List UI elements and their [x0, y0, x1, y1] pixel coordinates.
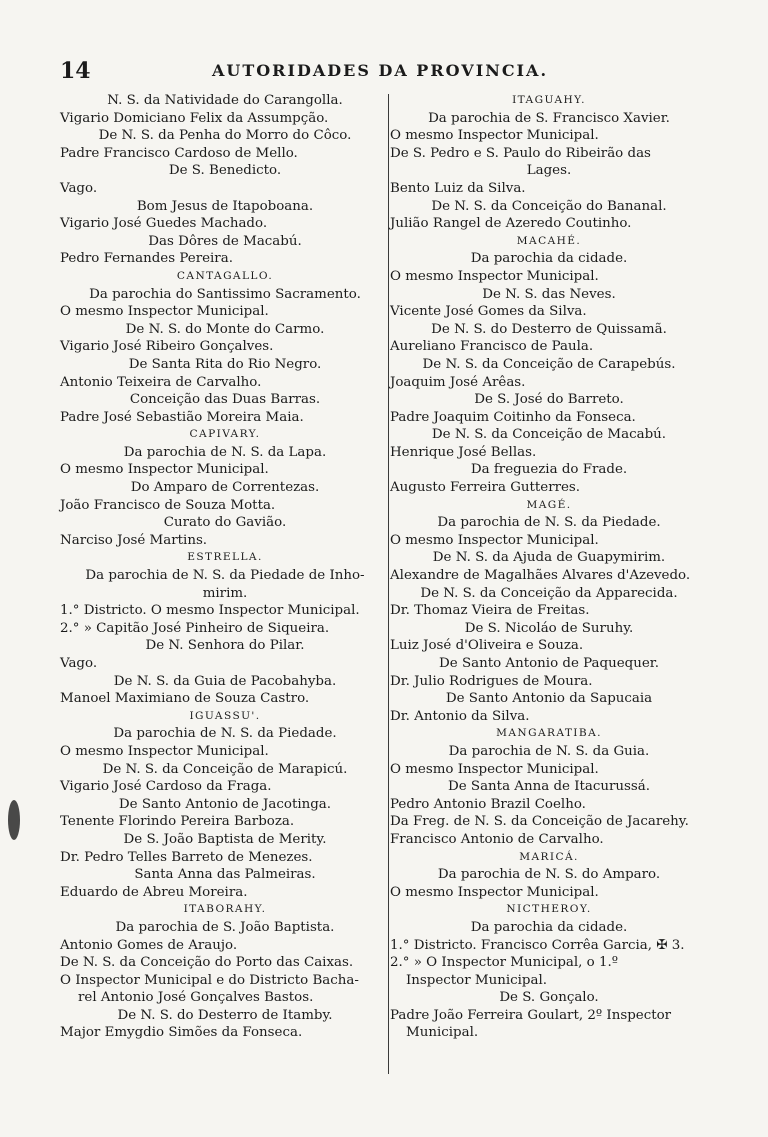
entry-line: De N. S. do Monte do Carmo.: [125, 321, 325, 337]
entry-line: rel Antonio José Gonçalves Bastos.: [78, 990, 314, 1006]
entry-line: Da parochia de S. Francisco Xavier.: [428, 110, 670, 126]
entry-line: O mesmo Inspector Municipal.: [390, 268, 599, 284]
entry-line: mirim.: [202, 585, 248, 601]
entry-line: O mesmo Inspector Municipal.: [60, 462, 269, 478]
entry-line: Da parochia de N. S. da Piedade.: [113, 726, 337, 742]
entry-line: Padre José Sebastião Moreira Maia.: [60, 409, 304, 425]
entry-line: O mesmo Inspector Municipal.: [390, 884, 599, 900]
entry-line: Da parochia de N. S. da Guia.: [448, 743, 650, 759]
entry-line: Narciso José Martins.: [60, 532, 208, 548]
entry-line: De N. S. da Guia de Pacobahyba.: [113, 673, 337, 689]
entry-line: Dr. Julio Rodrigues de Moura.: [390, 673, 593, 689]
entry-line: De N. S. da Conceição do Porto das Caixas.: [60, 955, 354, 971]
entry-line: Vigario Domiciano Felix da Assumpção.: [60, 110, 329, 126]
entry-line: Das Dôres de Macabú.: [148, 233, 302, 249]
entry-line: Conceição das Duas Barras.: [129, 392, 321, 408]
entry-line: Vigario José Guedes Machado.: [60, 216, 268, 232]
section-heading: MAGÉ.: [526, 498, 572, 511]
section-heading: CANTAGALLO.: [176, 269, 274, 282]
entry-line: Padre João Ferreira Goulart, 2º Inspector: [390, 1007, 672, 1023]
entry-line: Santa Anna das Palmeiras.: [134, 867, 316, 883]
entry-line: De N. S. das Neves.: [482, 286, 616, 302]
entry-line: O mesmo Inspector Municipal.: [390, 532, 599, 548]
entry-line: Curato do Gavião.: [163, 515, 287, 531]
entry-line: Da parochia da cidade.: [470, 251, 628, 267]
entry-line: O mesmo Inspector Municipal.: [60, 304, 269, 320]
section-heading: ITABORAHY.: [183, 903, 267, 916]
section-heading: ITAGUAHY.: [512, 94, 586, 106]
entry-line: Joaquim José Arêas.: [390, 374, 526, 390]
entry-line: Dr. Antonio da Silva.: [390, 708, 530, 724]
entry-line: Inspector Municipal.: [406, 972, 548, 988]
section-heading: MANGARATIBA.: [496, 727, 602, 740]
entry-line: De S. Nicoláo de Suruhy.: [464, 620, 634, 636]
entry-line: De N. S. da Conceição de Marapicú.: [102, 761, 348, 777]
entry-line: Da parochia de S. João Baptista.: [115, 919, 335, 935]
entry-line: De N. S. do Desterro de Quissamã.: [431, 321, 667, 337]
entry-line: De S. João Baptista de Merity.: [123, 831, 327, 847]
entry-line: Da parochia de N. S. do Amparo.: [437, 867, 661, 883]
entry-line: De N. S. do Desterro de Itamby.: [117, 1007, 333, 1023]
entry-line: Bom Jesus de Itapoboana.: [136, 198, 314, 214]
entry-line: Padre Francisco Cardoso de Mello.: [60, 145, 298, 161]
section-heading: MARICÁ.: [519, 850, 579, 863]
entry-line: O mesmo Inspector Municipal.: [60, 743, 269, 759]
section-heading: NICTHEROY.: [506, 903, 592, 916]
entry-line: De S. Pedro e S. Paulo do Ribeirão das: [390, 145, 651, 161]
entry-line: Bento Luiz da Silva.: [390, 180, 526, 196]
entry-line: Da parochia de N. S. da Piedade.: [437, 515, 661, 531]
entry-line: Vago.: [60, 180, 98, 196]
entry-line: De N. S. da Conceição da Apparecida.: [420, 585, 678, 601]
ink-blot: [8, 800, 20, 840]
entry-line: Da parochia de N. S. da Lapa.: [123, 444, 327, 460]
entry-line: 2.° » O Inspector Municipal, o 1.º: [390, 955, 619, 971]
left-column: [60, 92, 390, 1042]
entry-line: Augusto Ferreira Gutterres.: [390, 480, 581, 496]
entry-line: Tenente Florindo Pereira Barboza.: [60, 814, 295, 830]
right-column: [388, 92, 710, 1042]
entry-line: Pedro Fernandes Pereira.: [60, 251, 233, 267]
page-number: 14: [60, 58, 91, 84]
entry-line: Vigario José Cardoso da Fraga.: [60, 779, 272, 795]
entry-line: Dr. Pedro Telles Barreto de Menezes.: [60, 849, 313, 865]
entry-line: 2.° » Capitão José Pinheiro de Siqueira.: [60, 620, 330, 636]
entry-line: Antonio Teixeira de Carvalho.: [60, 374, 262, 390]
entry-line: Dr. Thomaz Vieira de Freitas.: [390, 603, 590, 619]
entry-line: 1.° Districto. Francisco Corrêa Garcia, ✠ 3.: [390, 937, 685, 953]
entry-line: O Inspector Municipal e do Districto Bacha-: [60, 972, 359, 988]
entry-line: Da freguezia do Frade.: [470, 462, 628, 478]
section-heading: IGUASSU'.: [189, 709, 261, 722]
entry-line: Da parochia de N. S. da Piedade de Inho-: [85, 568, 365, 584]
entry-line: João Francisco de Souza Motta.: [60, 497, 276, 513]
entry-line: Lages.: [526, 163, 572, 179]
section-heading: ESTRELLA.: [187, 551, 263, 564]
entry-line: De N. S. da Penha do Morro do Côco.: [98, 128, 352, 144]
entry-line: De S. Benedicto.: [168, 163, 282, 179]
entry-line: Vigario José Ribeiro Gonçalves.: [60, 339, 274, 355]
entry-line: Antonio Gomes de Araujo.: [60, 937, 238, 953]
entry-line: Vago.: [60, 656, 98, 671]
entry-line: Da parochia do Santissimo Sacramento.: [89, 286, 361, 302]
entry-line: Municipal.: [406, 1025, 479, 1041]
entry-line: De Santa Anna de Itacurussá.: [447, 779, 651, 795]
entry-line: N. S. da Natividade do Carangolla.: [107, 93, 343, 108]
entry-line: Do Amparo de Correntezas.: [130, 480, 320, 496]
section-heading: CAPIVARY.: [189, 428, 261, 441]
entry-line: De Santo Antonio de Paquequer.: [439, 656, 659, 671]
entry-line: De Santo Antonio de Jacotinga.: [118, 796, 332, 812]
entry-line: De S. Gonçalo.: [499, 990, 599, 1006]
entry-line: O mesmo Inspector Municipal.: [390, 761, 599, 777]
entry-line: De N. S. da Conceição de Macabú.: [431, 427, 667, 443]
entry-line: Francisco Antonio de Carvalho.: [390, 831, 604, 847]
entry-line: Alexandre de Magalhães Alvares d'Azevedo.: [390, 568, 691, 584]
entry-line: Luiz José d'Oliveira e Souza.: [390, 638, 584, 654]
entry-line: Manoel Maximiano de Souza Castro.: [60, 691, 310, 707]
running-head: AUTORIDADES DA PROVINCIA.: [211, 61, 549, 80]
entry-line: De Santa Rita do Rio Negro.: [128, 356, 322, 372]
entry-line: Da Freg. de N. S. da Conceição de Jacarehy.: [390, 814, 689, 830]
entry-line: De N. Senhora do Pilar.: [145, 638, 305, 654]
entry-line: Pedro Antonio Brazil Coelho.: [390, 796, 586, 812]
entry-line: Vicente José Gomes da Silva.: [390, 304, 587, 320]
entry-line: Major Emygdio Simões da Fonseca.: [60, 1025, 303, 1041]
entry-line: De N. S. da Conceição de Carapebús.: [422, 356, 676, 372]
entry-line: Da parochia da cidade.: [470, 919, 628, 935]
entry-line: De S. José do Barreto.: [474, 392, 624, 408]
entry-line: De N. S. da Ajuda de Guapymirim.: [432, 550, 666, 566]
entry-line: 1.° Districto. O mesmo Inspector Municipal.: [60, 603, 360, 619]
entry-line: O mesmo Inspector Municipal.: [390, 128, 599, 144]
entry-line: Padre Joaquim Coitinho da Fonseca.: [390, 409, 636, 425]
entry-line: De Santo Antonio da Sapucaia: [445, 691, 653, 707]
section-heading: MACAHÉ.: [516, 234, 582, 247]
entry-line: Eduardo de Abreu Moreira.: [60, 884, 248, 900]
entry-line: Henrique José Bellas.: [390, 444, 537, 460]
entry-line: Aureliano Francisco de Paula.: [390, 339, 594, 355]
entry-line: De N. S. da Conceição do Bananal.: [431, 198, 667, 214]
entry-line: Julião Rangel de Azeredo Coutinho.: [390, 216, 632, 232]
